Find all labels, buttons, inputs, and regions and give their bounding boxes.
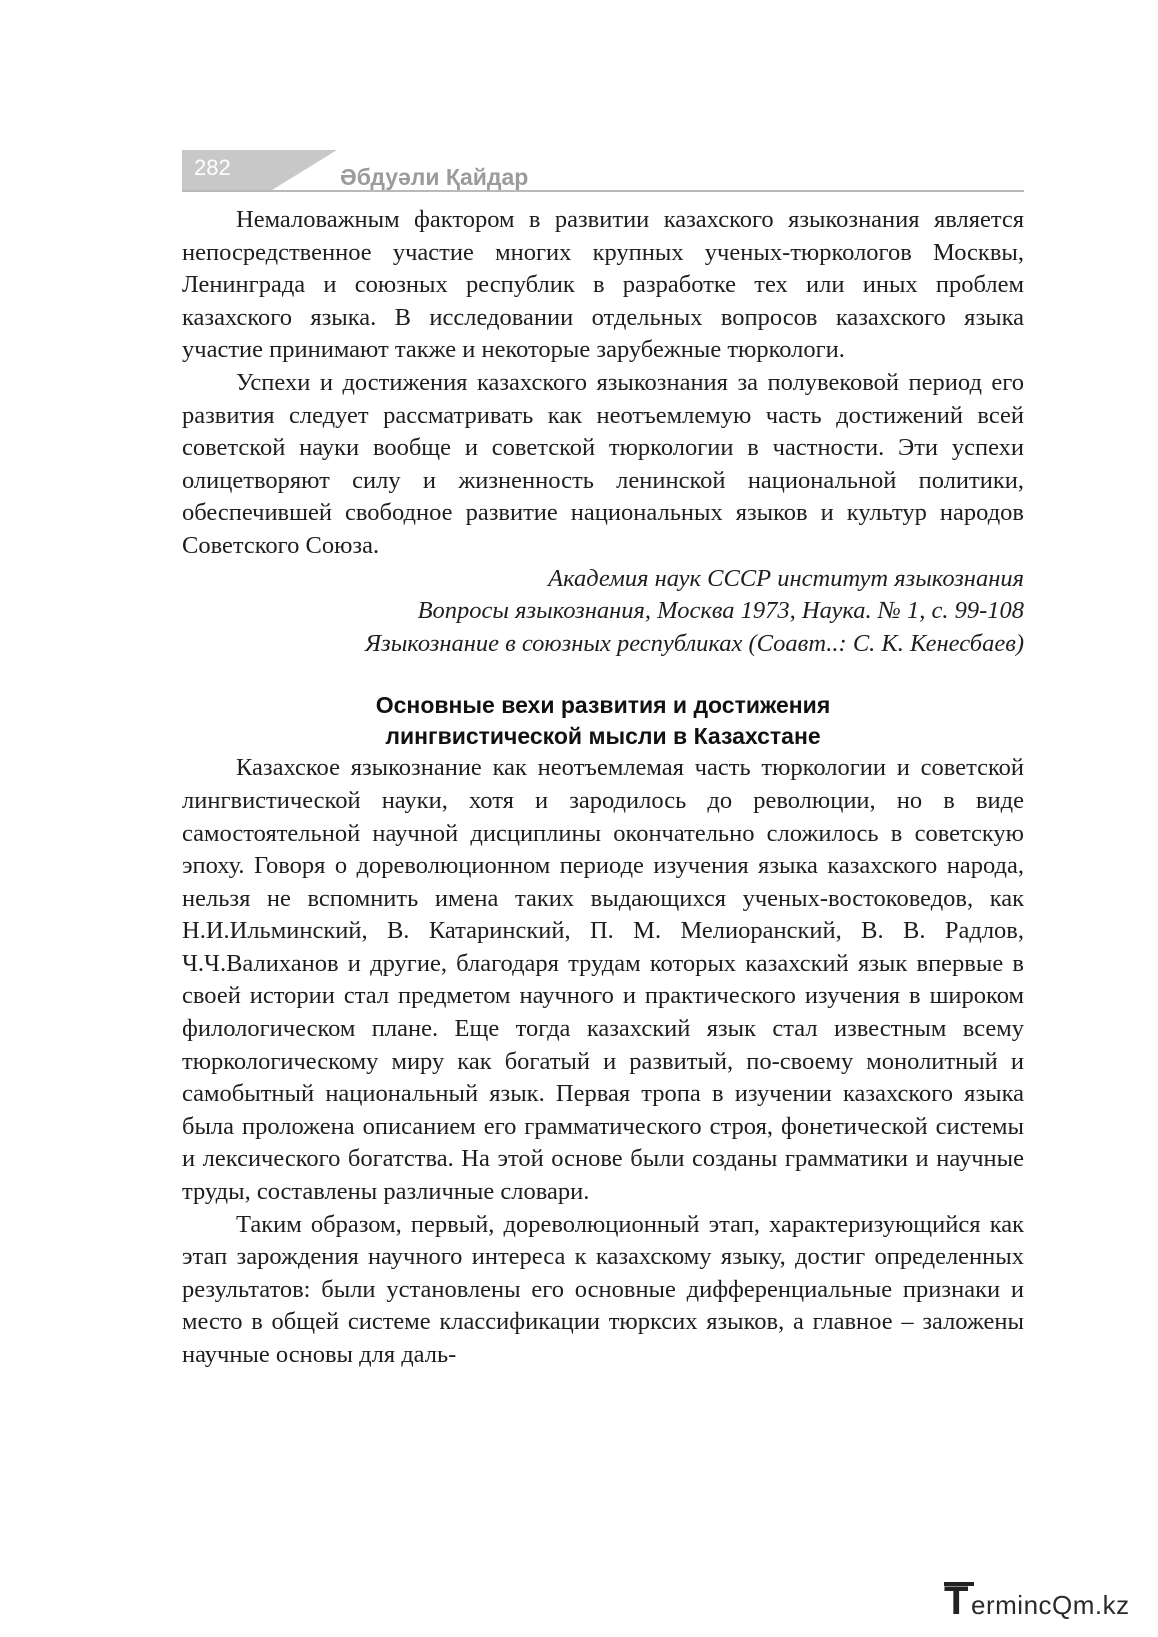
logo-text-c: m.kz	[1072, 1590, 1130, 1620]
citation-line-2: Вопросы языкознания, Москва 1973, Наука. № 1, с. 99-108	[417, 597, 1024, 625]
page-number: 282	[194, 155, 231, 180]
termincom-watermark-logo	[944, 1579, 1139, 1624]
logo-text	[971, 1590, 1130, 1620]
citation-block	[182, 563, 1024, 661]
citation-line-1: Академия наук СССР институт языкознания	[548, 564, 1024, 592]
logo-text-b: nc	[1023, 1590, 1053, 1620]
paragraph-4: Таким образом, первый, дореволюционный этап, характеризующийся как этап зарождения научного интереса к казахскому языку, достиг определенных результатов: были установлены его основные дифференциальные признаки и место в общей системе классификации тюрксих языков, а главное – заложены научные основы для даль-	[182, 1210, 1024, 1368]
citation-line-3: Языкознание в союзных республиках (Соавт..: С. К. Кенесбаев)	[365, 629, 1024, 657]
header-author: Әбдуәли Қайдар	[340, 164, 529, 190]
section-title-line-1: Основные вехи развития и достижения	[375, 692, 831, 719]
paragraph-3: Казахское языкознание как неотъемлемая часть тюркологии и советской лингвистической науки, хотя и зародилось до революции, но в виде самостоятельной научной дисциплины окончательно сложилось в советскую эпоху. Говоря о дореволюционном периоде изучения языка казахского народа, нельзя не вспомнить имена таких выдающихся ученых-востоковедов, как Н.И.Ильминский, В. Катаринский, П. М. Мелиоранский, В. В. Радлов, Ч.Ч.Валиханов и другие, благодаря трудам которых казахский язык впервые в своей истории стал предметом научного и практического изучения в широком филологическом плане. Еще тогда казахский язык стал известным всему тюркологическому миру как богатый и развитый, по-своему монолитный и самобытный национальный язык. Первая тропа в изучении казахского языка была проложена описанием его грамматического строя, фонетической системы и лексического богатства. На этой основе были созданы грамматики и научные труды, составлены различные словари.	[182, 754, 1024, 1206]
running-header	[182, 150, 1024, 196]
paragraph-2: Успехи и достижения казахского языкознания за полувековой период его развития следует рассматривать как неотъемлемую часть достижений всей советской науки вообще и советской тюркологии в частности. Эти успехи олицетворяют силу и жизненность ленинской национальной политики, обеспечившей свободное развитие национальных языков и культур народов Советского Союза.	[182, 368, 1024, 559]
logo-t-letter: T	[944, 1579, 969, 1623]
section-title	[182, 690, 1024, 752]
magnifier-icon: Q	[1052, 1590, 1073, 1620]
logo-text-a: ermi	[971, 1590, 1024, 1620]
paragraph-1: Немаловажным фактором в развитии казахского языкознания является непосредственное участие многих крупных ученых-тюркологов Москвы, Ленинграда и союзных республик в разработке тех или иных проблем казахского языка. В исследовании отдельных вопросов казахского языка участие принимают также и некоторые зарубежные тюркологи.	[182, 206, 1024, 364]
section-title-line-2: лингвистической мысли в Казахстане	[385, 723, 821, 750]
page-tab-arrow	[272, 150, 337, 190]
header-rule	[182, 190, 1024, 192]
page-body	[182, 204, 1024, 1372]
